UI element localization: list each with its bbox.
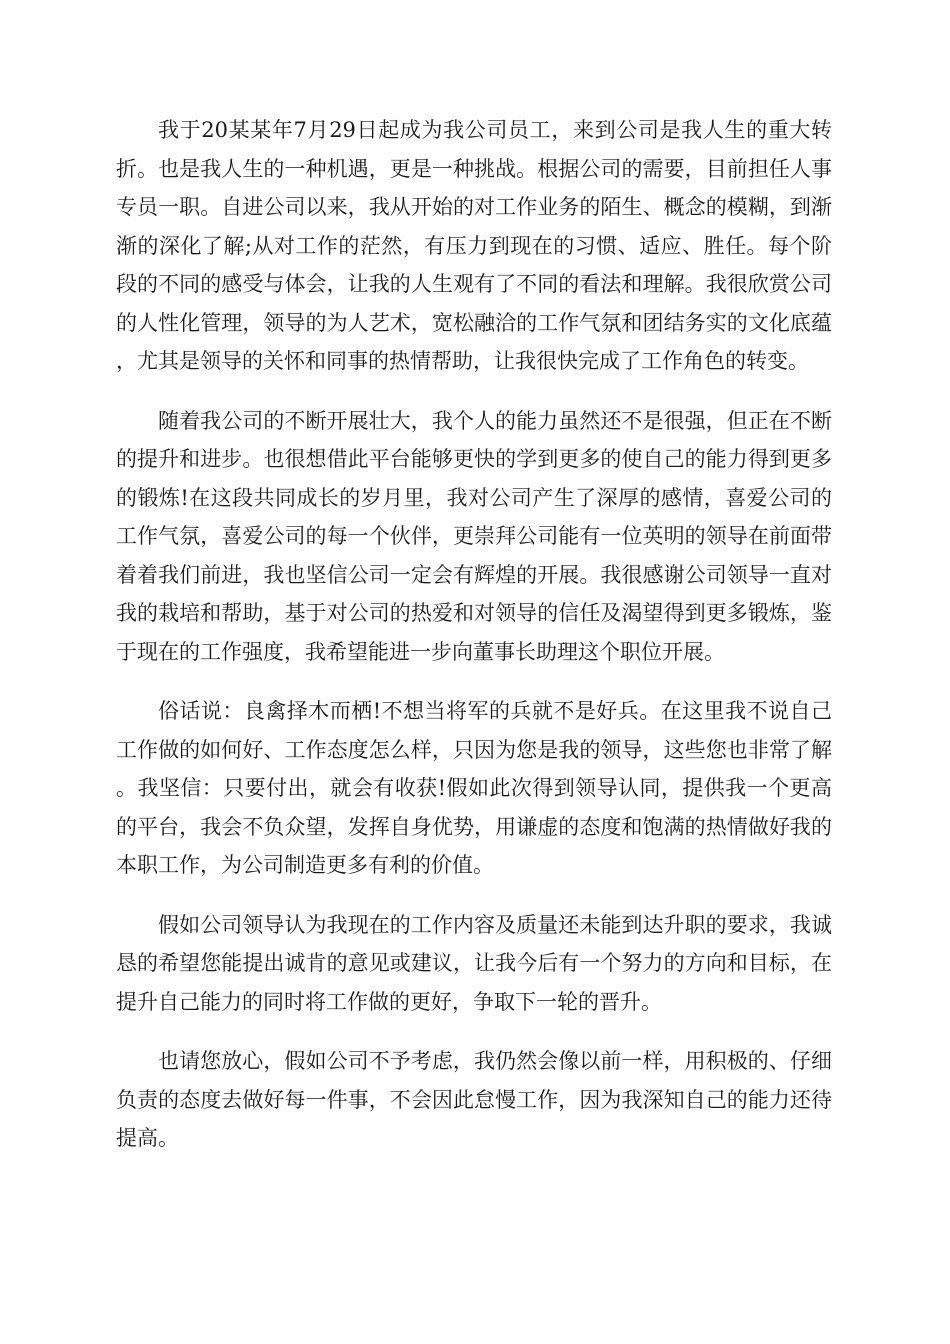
paragraph-5: 也请您放心，假如公司不予考虑，我仍然会像以前一样，用积极的、仔细负责的态度去做好每一件事，不会因此怠慢工作，因为我深知自己的能力还待提高。 bbox=[116, 1049, 832, 1150]
paragraph-2: 随着我公司的不断开展壮大，我个人的能力虽然还不是很强，但正在不断的提升和进步。也很想借此平台能够更快的学到更多的使自己的能力得到更多的锻炼!在这段共同成长的岁月里，我对公司产生了深厚的感情，喜爱公司的工作气氛，喜爱公司的每一个伙伴，更崇拜公司能有一位英明的领导在前面带着着我们前进，我也坚信公司一定会有辉煌的开展。我很感谢公司领导一直对我的栽培和帮助，基于对公司的热爱和对领导的信任及渴望得到更多锻炼，鉴于现在的工作强度，我希望能进一步向董事长助理这个职位开展。 bbox=[116, 408, 832, 664]
paragraph-4: 假如公司领导认为我现在的工作内容及质量还未能到达升职的要求，我诚恳的希望您能提出诚肯的意见或建议，让我今后有一个努力的方向和目标，在提升自己能力的同时将工作做的更好，争取下一轮的晋升。 bbox=[116, 912, 832, 1014]
paragraph-1: 我于20某某年7月29日起成为我公司员工，来到公司是我人生的重大转折。也是我人生的一种机遇，更是一种挑战。根据公司的需要，目前担任人事专员一职。自进公司以来，我从开始的对工作业务的陌生、概念的模糊，到渐渐的深化了解;从对工作的茫然，有压力到现在的习惯、适应、胜任。每个阶段的不同的感受与体会，让我的人生观有了不同的看法和理解。我很欣赏公司的人性化管理，领导的为人艺术，宽松融洽的工作气氛和团结务实的文化底蕴，尤其是领导的关怀和同事的热情帮助，让我很快完成了工作角色的转变。 bbox=[116, 118, 832, 373]
document-body bbox=[116, 111, 832, 1158]
paragraph-3: 俗话说：良禽择木而栖!不想当将军的兵就不是好兵。在这里我不说自己工作做的如何好、工作态度怎么样，只因为您是我的领导，这些您也非常了解。我坚信：只要付出，就会有收获!假如此次得到领导认同，提供我一个更高的平台，我会不负众望，发挥自身优势，用谦虚的态度和饱满的热情做好我的本职工作，为公司制造更多有利的价值。 bbox=[116, 699, 832, 877]
